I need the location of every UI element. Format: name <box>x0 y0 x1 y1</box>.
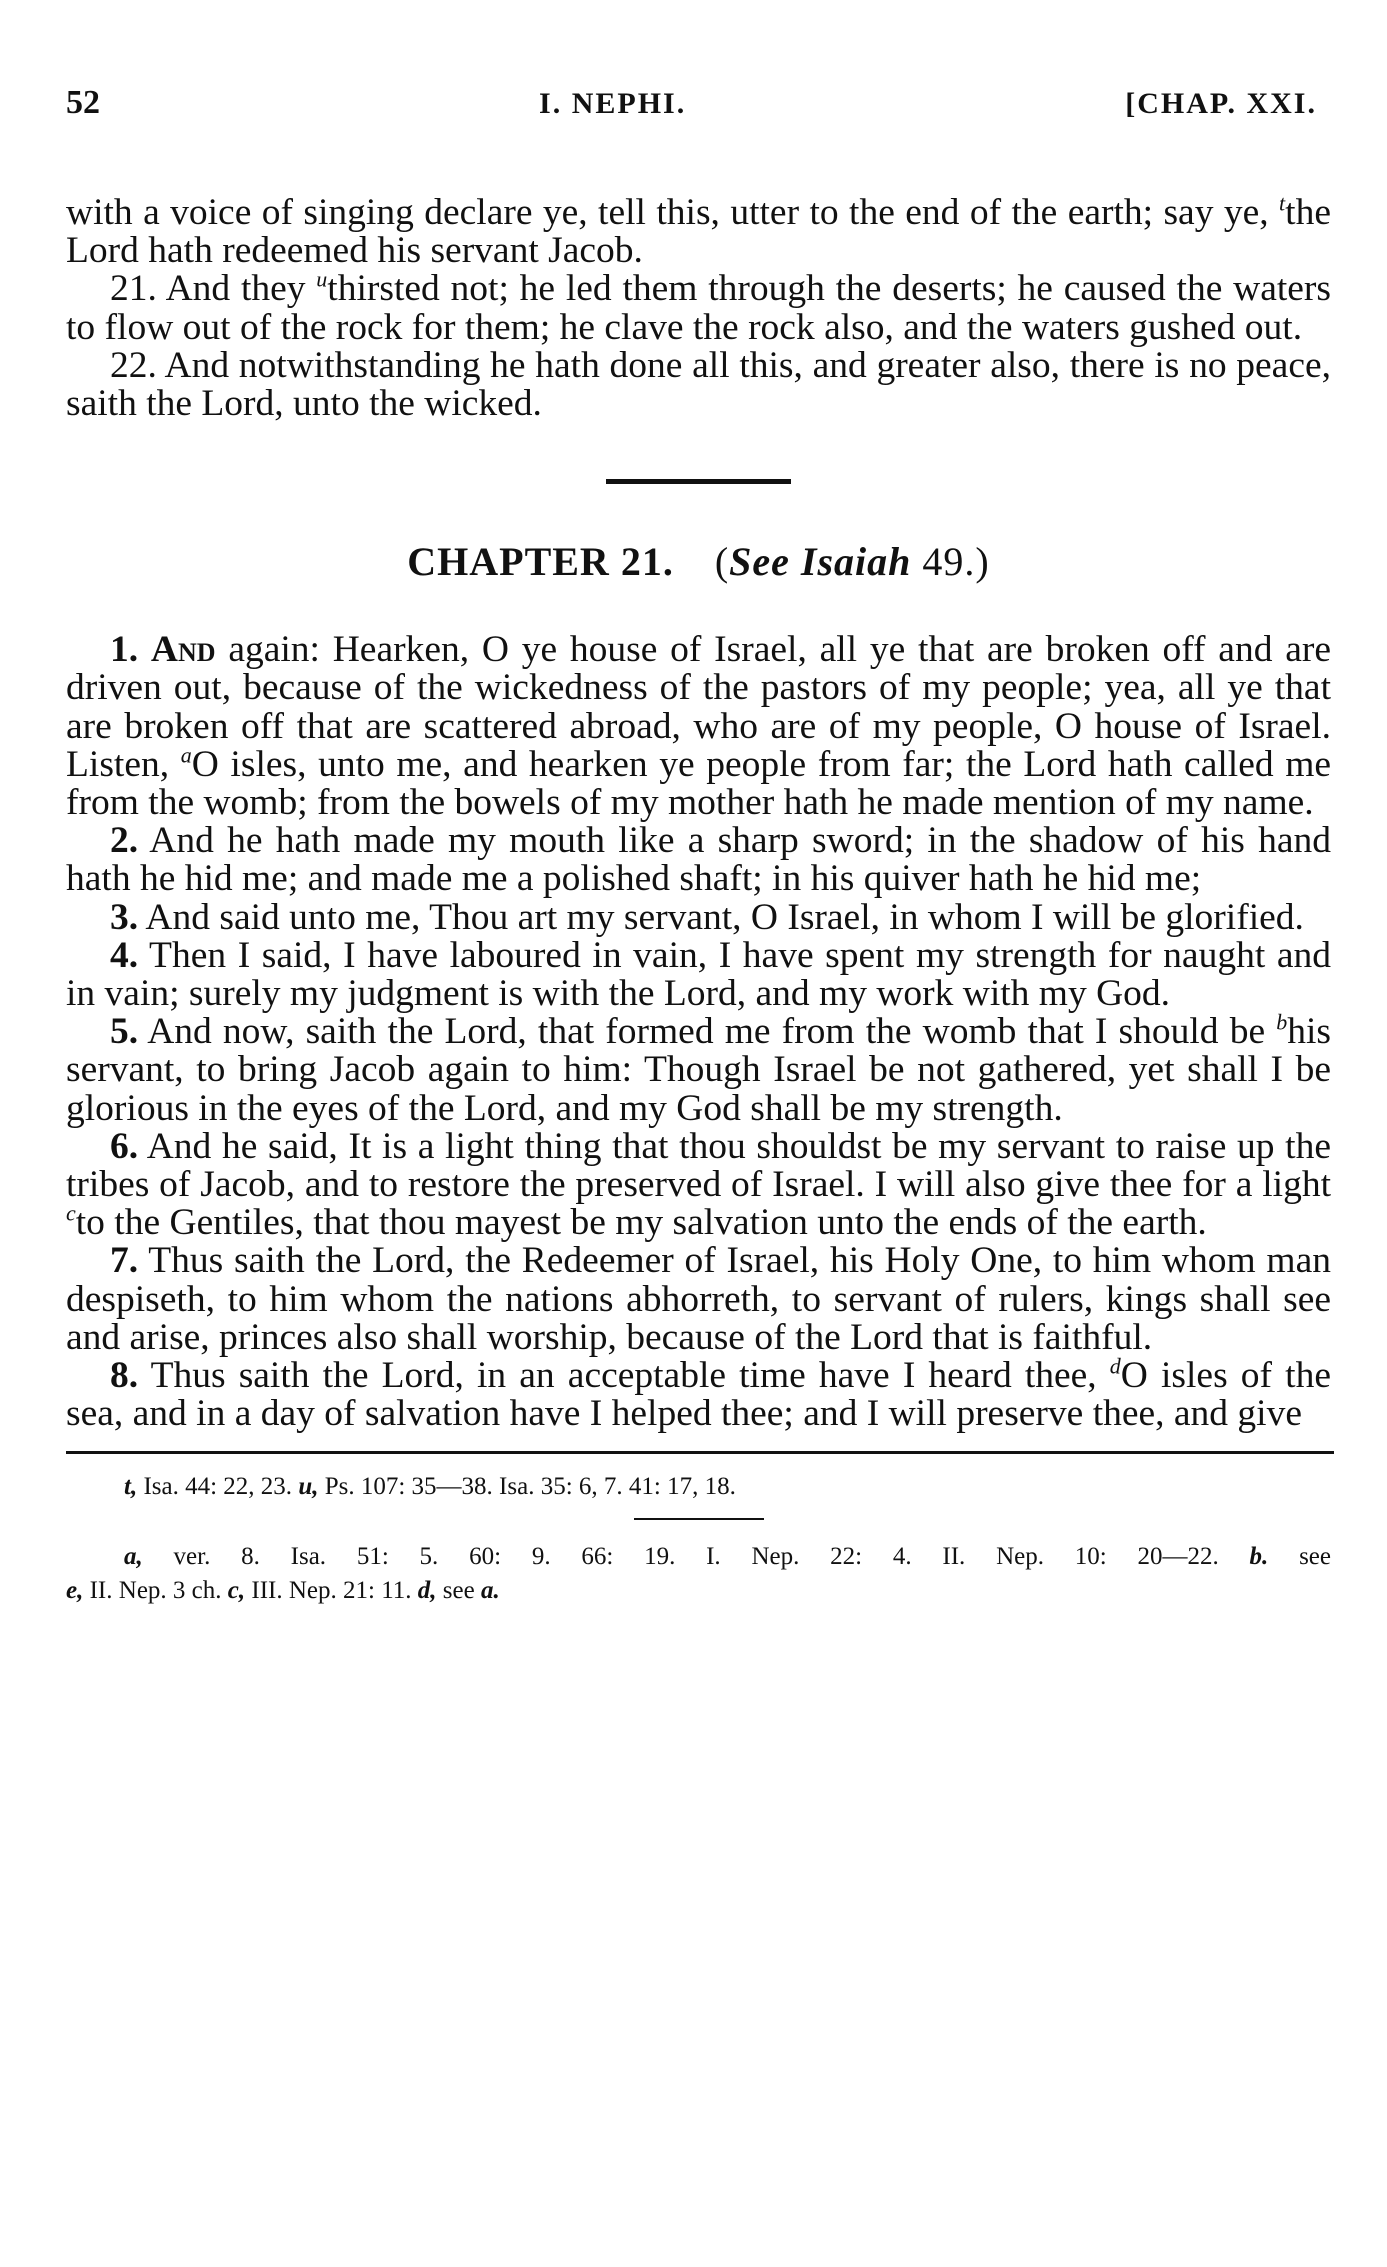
footnote-line: t, Isa. 44: 22, 23. u, Ps. 107: 35—38. Isa. 35: 6, 7. 41: 17, 18. <box>124 1473 736 1501</box>
verse-6: 6. And he said, It is a light thing that thou shouldst be my servant to raise up the tribes of Jacob, and to restore the preserved of Israel. I will also give thee for a light $^c$to the Gentiles, that thou mayest be my salvation unto the ends of the earth. <box>66 1125 1331 1244</box>
chapter-cross-reference: (See Isaiah 49.) <box>714 539 990 585</box>
verse-21: 21. And they $^u$thirsted not; he led them through the deserts; he caused the waters to flow out of the rock for them; he clave the rock also, and the waters gushed out. <box>66 266 1331 348</box>
chapter-title: CHAPTER 21. <box>407 539 674 585</box>
footnote-line: a, ver. 8. Isa. 51: 5. 60: 9. 66: 19. I. Nep. 22: 4. II. Nep. 10: 20—22. b. see <box>124 1543 1332 1571</box>
footnote-marker: t <box>1279 190 1286 216</box>
footnote-short-divider <box>634 1518 764 1520</box>
continued-text <box>66 190 1331 425</box>
page-header <box>66 84 1331 144</box>
chapter-body <box>66 631 1331 1433</box>
footnote-line: e, II. Nep. 3 ch. c, III. Nep. 21: 11. d, see a. <box>66 1577 500 1605</box>
section-divider <box>606 479 791 484</box>
verse-4: 4. Then I said, I have laboured in vain, I have spent my strength for naught and in vain; surely my judgment is with the Lord, and my work with my God. <box>66 934 1331 1015</box>
page-number: 52 <box>66 84 100 121</box>
footnotes <box>66 1470 1331 1608</box>
verse-2: 2. And he hath made my mouth like a sharp sword; in the shadow of his hand hath he hid me; and made me a polished shaft; in his quiver hath he hid me; <box>66 820 1331 900</box>
running-title: I. NEPHI. <box>539 87 687 120</box>
chapter-heading <box>66 538 1331 585</box>
verse-1: 1. And again: Hearken, O ye house of Israel, all ye that are broken off and are driven out, because of the wickedness of the pastors of my people; yea, all ye that are broken off that are scattered abroad, who are of my people, O house of Israel. Listen, $^a$O isles, unto me, and hearken ye people from far; the Lord hath called me from the womb; from the bowels of my mother hath he made mention of my name. <box>66 629 1332 824</box>
footnote-marker: u <box>316 266 328 292</box>
verse-8: 8. Thus saith the Lord, in an acceptable time have I heard thee, $^d$O isles of the sea, and in a day of salvation have I helped thee; and I will preserve thee, and give <box>66 1353 1331 1435</box>
paragraph-continuation: with a voice of singing declare ye, tell this, utter to the end of the earth; say ye, $^t$the Lord hath redeemed his servant Jacob. <box>66 190 1331 272</box>
footnote-marker: c <box>66 1200 76 1226</box>
footnote-marker: b <box>1276 1009 1288 1035</box>
verse-22: 22. And notwithstanding he hath done all this, and greater also, there is no peace, saith the Lord, unto the wicked. <box>66 344 1331 425</box>
verse-5: 5. And now, saith the Lord, that formed me from the womb that I should be $^b$his servant, to bring Jacob again to him: Though Israel be not gathered, yet shall I be glorious in the eyes of the Lord, and my God shall be my strength. <box>66 1009 1331 1129</box>
footnote-marker: a <box>180 742 192 768</box>
chapter-reference: [CHAP. XXI. <box>1125 87 1317 120</box>
footnote-marker: d <box>1109 1353 1121 1379</box>
verse-3: 3. And said unto me, Thou art my servant, O Israel, in whom I will be glorified. <box>110 896 1304 938</box>
footnote-divider <box>66 1451 1334 1454</box>
verse-7: 7. Thus saith the Lord, the Redeemer of Israel, his Holy One, to him whom man despiseth, to him whom the nations abhorreth, to servant of rulers, kings shall see and arise, princes also shall worship, because of the Lord that is faithful. <box>66 1240 1331 1358</box>
